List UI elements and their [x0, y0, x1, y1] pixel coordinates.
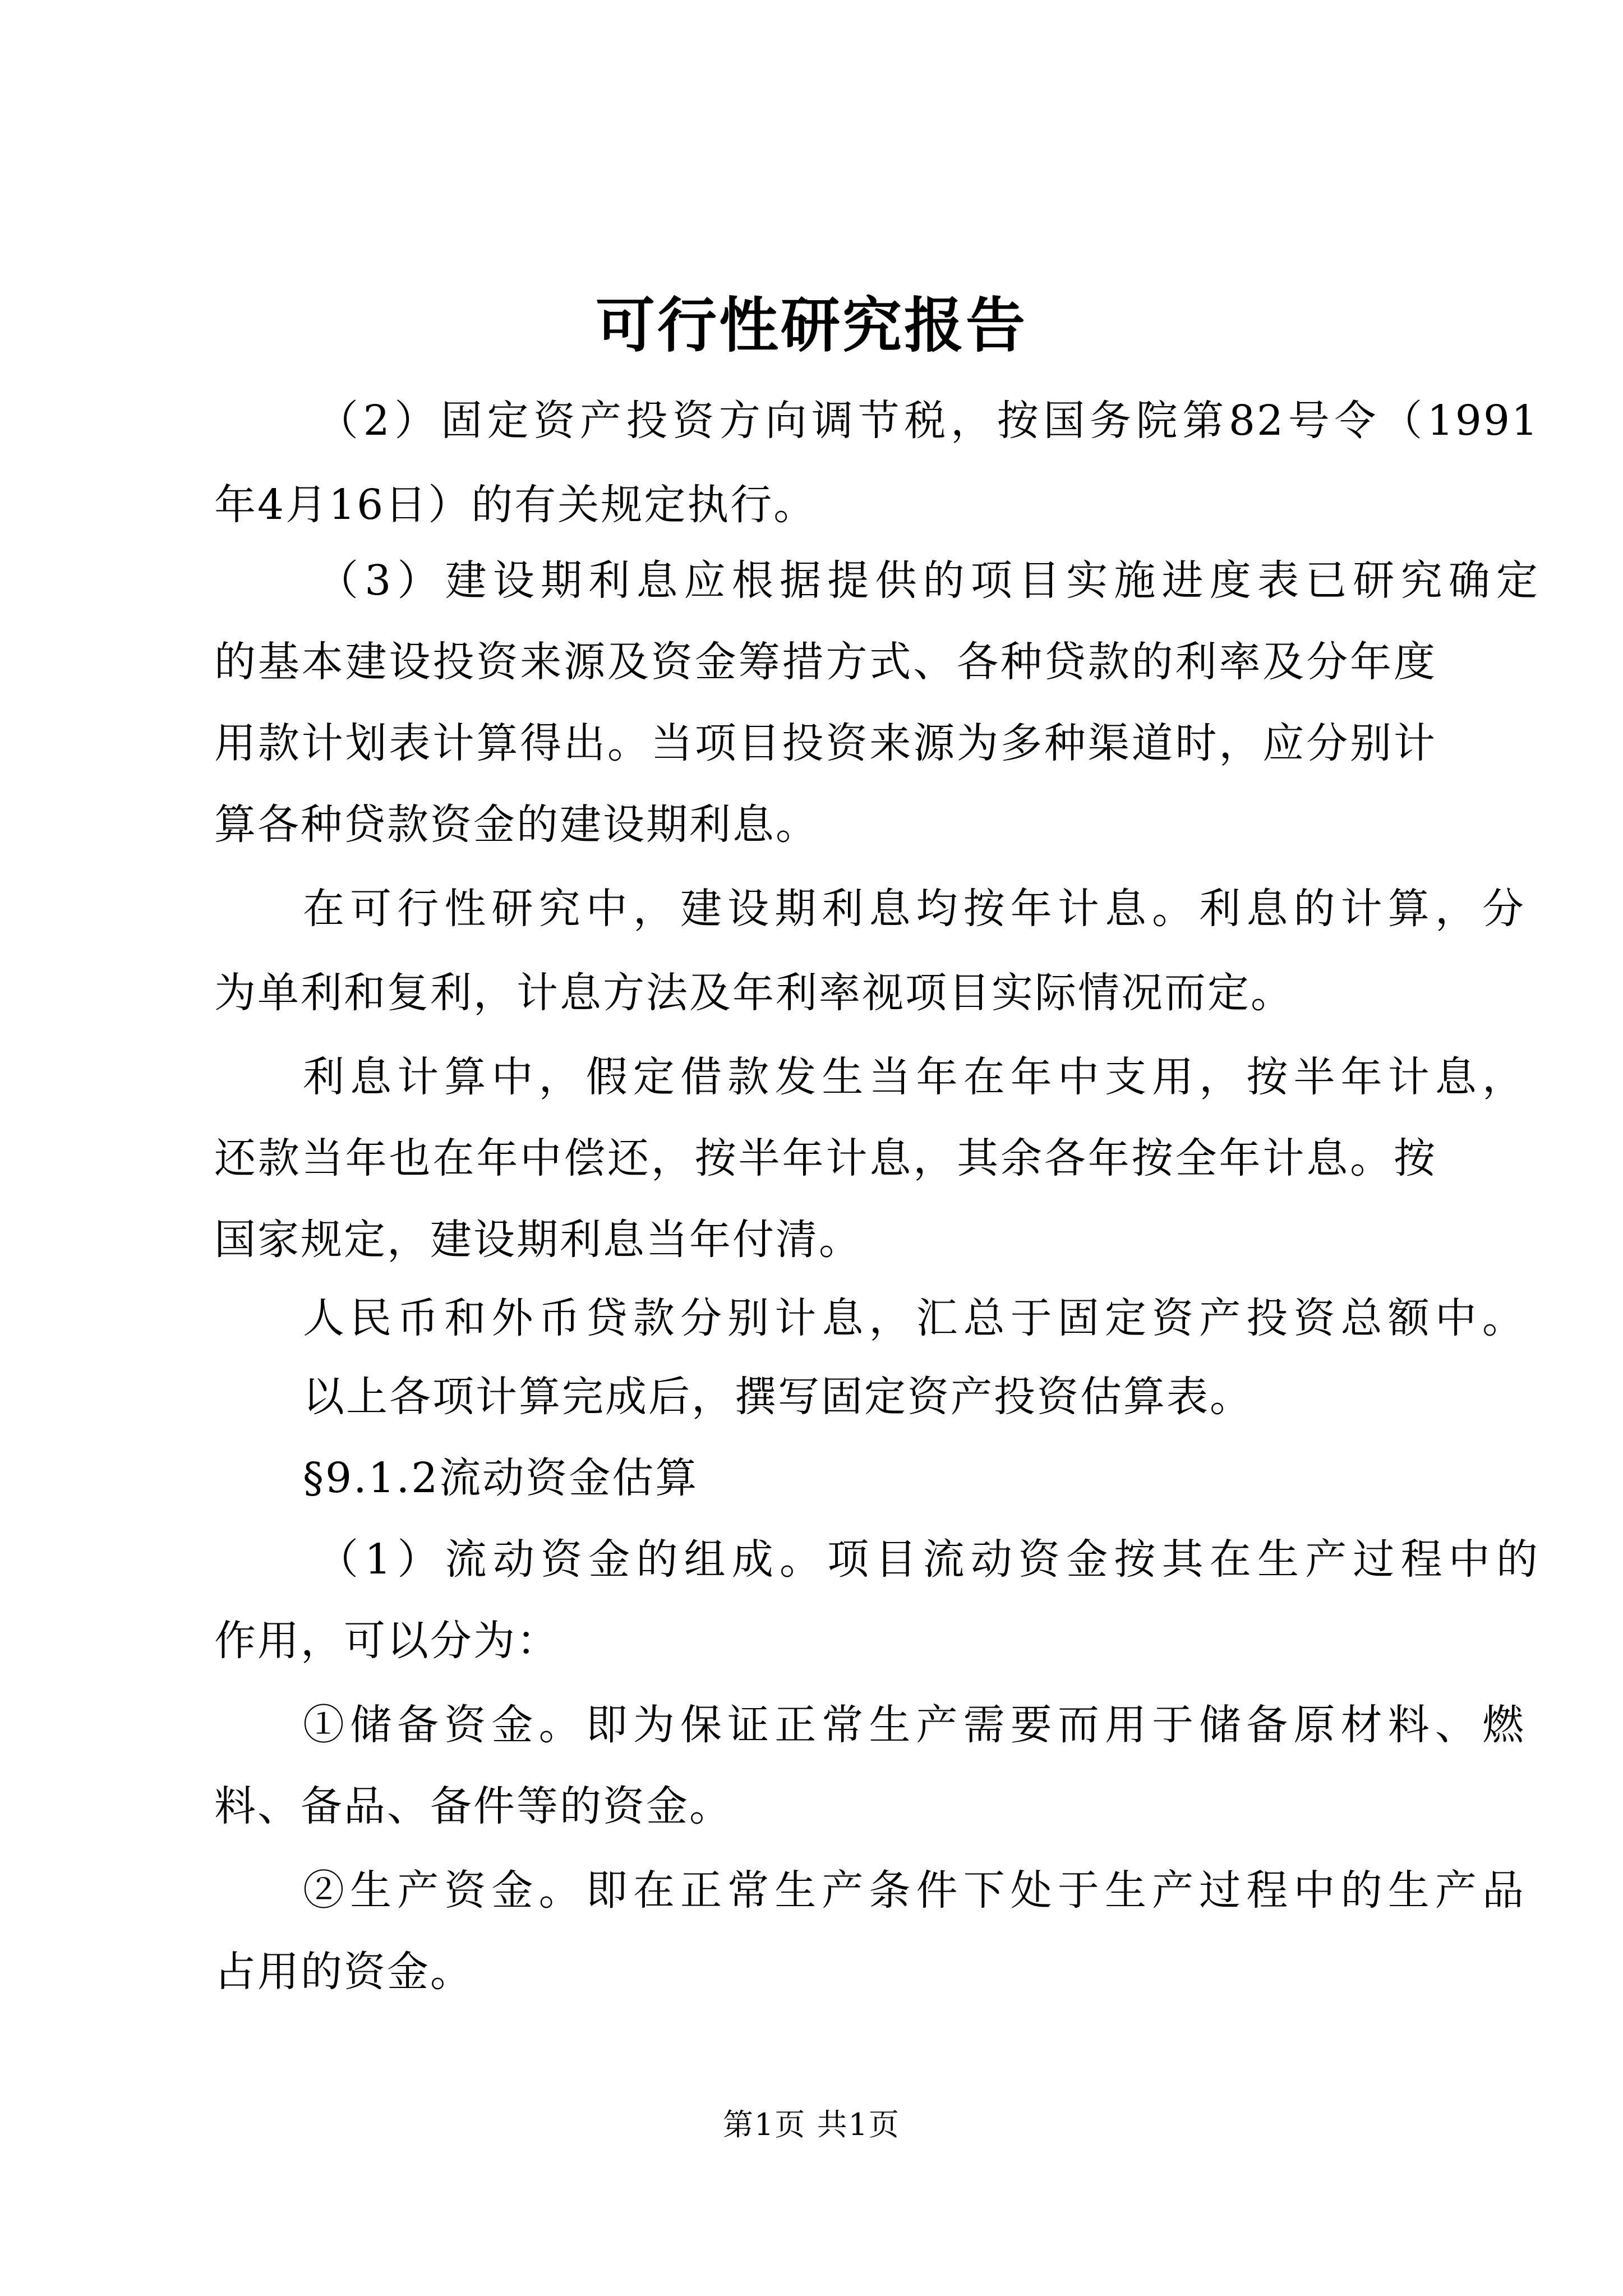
paragraph-line: （2）固定资产投资方向调节税，按国务院第82号令（1991 [317, 397, 1539, 445]
paragraph-line: 以上各项计算完成后，撰写固定资产投资估算表。 [303, 1373, 1253, 1421]
paragraph-line: 在可行性研究中，建设期利息均按年计息。利息的计算，分 [303, 885, 1525, 933]
paragraph-line: 人民币和外币贷款分别计息，汇总于固定资产投资总额中。 [303, 1294, 1525, 1342]
paragraph-line: 为单利和复利，计息方法及年利率视项目实际情况而定。 [214, 969, 1294, 1017]
paragraph-line: 国家规定，建设期利息当年付清。 [214, 1216, 862, 1264]
page-footer: 第1页 共1页 [723, 2107, 900, 2142]
paragraph-line: 还款当年也在年中偿还，按半年计息，其余各年按全年计息。按 [214, 1134, 1437, 1182]
paragraph-line: 料、备品、备件等的资金。 [214, 1782, 732, 1830]
paragraph-line: ②生产资金。即在正常生产条件下处于生产过程中的生产品 [303, 1866, 1525, 1915]
paragraph-line: 的基本建设投资来源及资金筹措方式、各种贷款的利率及分年度 [214, 638, 1437, 686]
paragraph-line: （3）建设期利息应根据提供的项目实施进度表已研究确定 [317, 556, 1539, 605]
paragraph-line: 作用，可以分为： [214, 1617, 560, 1665]
section-heading: §9.1.2流动资金估算 [303, 1454, 699, 1502]
paragraph-line: 算各种贷款资金的建设期利息。 [214, 800, 819, 849]
paragraph-line: 占用的资金。 [214, 1948, 473, 1996]
document-title: 可行性研究报告 [596, 290, 1027, 360]
paragraph-line: ①储备资金。即为保证正常生产需要而用于储备原材料、燃 [303, 1701, 1525, 1749]
paragraph-line: 年4月16日）的有关规定执行。 [214, 481, 817, 529]
paragraph-line: 用款计划表计算得出。当项目投资来源为多种渠道时，应分别计 [214, 719, 1437, 767]
paragraph-line: 利息计算中，假定借款发生当年在年中支用，按半年计息， [303, 1053, 1525, 1101]
paragraph-line: （1）流动资金的组成。项目流动资金按其在生产过程中的 [317, 1535, 1539, 1584]
